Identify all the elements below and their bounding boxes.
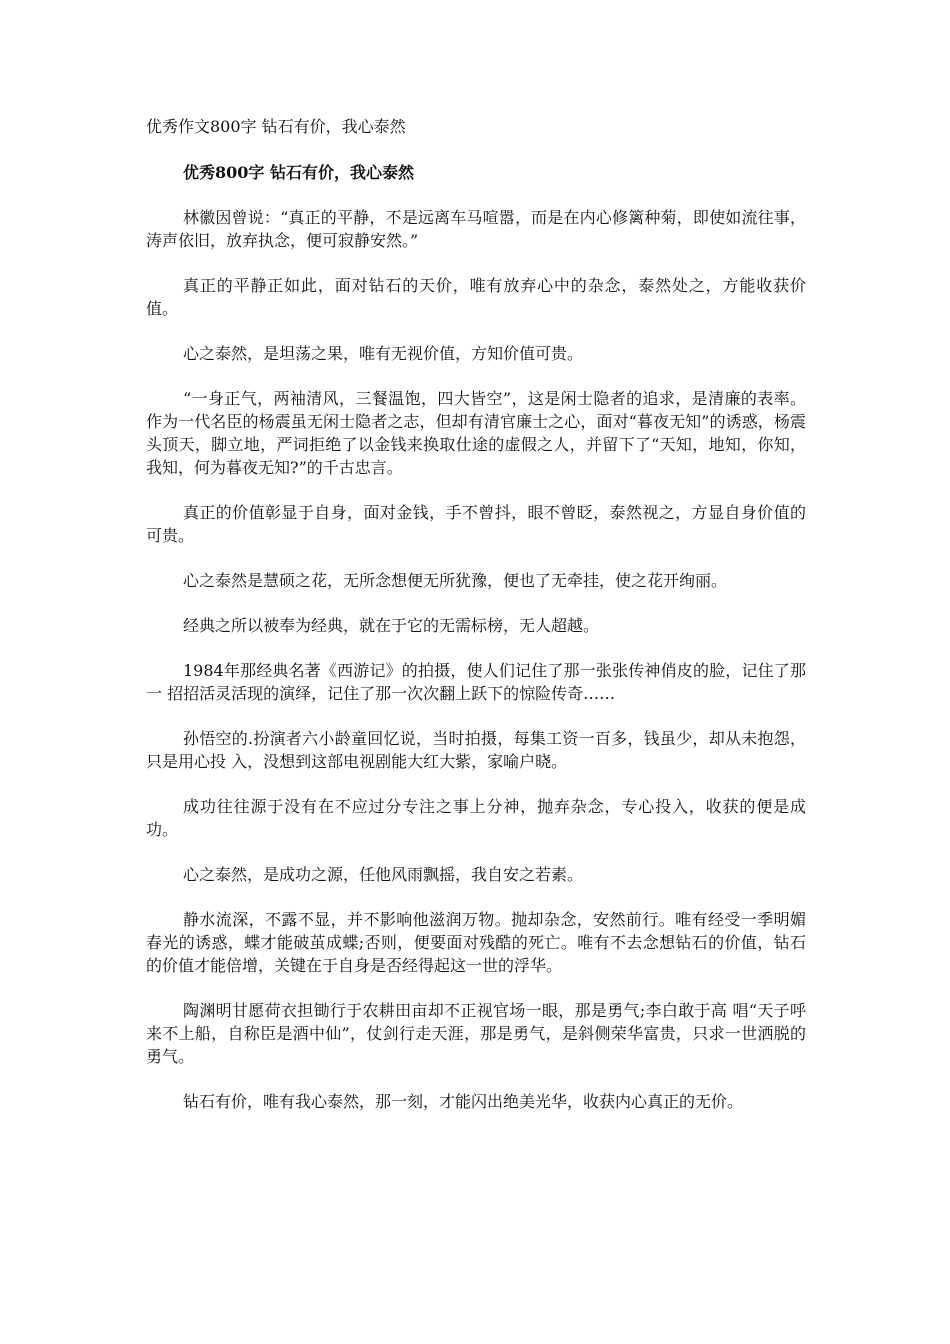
paragraph-10: 成功往往源于没有在不应过分专注之事上分神，抛弃杂念，专心投入，收获的便是成功。 bbox=[146, 797, 806, 839]
document-header: 优秀作文800字 钻石有价，我心泰然 bbox=[146, 117, 406, 136]
paragraph-7: 经典之所以被奉为经典，就在于它的无需标榜，无人超越。 bbox=[183, 616, 600, 635]
paragraph-14: 钻石有价，唯有我心泰然，那一刻，才能闪出绝美光华，收获内心真正的无价。 bbox=[183, 1092, 744, 1111]
paragraph-13: 陶渊明甘愿荷衣担锄行于农耕田亩却不正视官场一眼，那是勇气;李白敢于高 唱“天子呼来不上船，自称臣是酒中仙”，仗剑行走天涯，那是勇气，是斜侧荣华富贵，只求一世洒脱的勇气。 bbox=[146, 1001, 806, 1066]
document-page bbox=[146, 114, 806, 1135]
paragraph-12: 静水流深，不露不显，并不影响他滋润万物。抛却杂念，安然前行。唯有经受一季明媚春光的诱惑，蝶才能破茧成蝶;否则，便要面对残酷的死亡。唯有不去念想钻石的价值，钻石的价值才能倍增，关键在于自身是否经得起这一世的浮华。 bbox=[146, 910, 806, 975]
paragraph-3: 心之泰然，是坦荡之果，唯有无视价值，方知价值可贵。 bbox=[183, 344, 584, 363]
paragraph-8: 1984年那经典名著《西游记》的拍摄，使人们记住了那一张张传神俏皮的脸，记住了那一 招招活灵活现的演绎，记住了那一次次翻上跃下的惊险传奇…… bbox=[146, 661, 806, 703]
paragraph-4: “一身正气，两袖清风，三餐温饱，四大皆空”，这是闲士隐者的追求，是清廉的表率。作为一代名臣的杨震虽无闲士隐者之志，但却有清官廉士之心，面对“暮夜无知”的诱惑，杨震头顶天，脚立地，严词拒绝了以金钱来换取仕途的虚假之人，并留下了“天知，地知，你知，我知，何为暮夜无知?”的千古忠言。 bbox=[146, 389, 806, 477]
paragraph-5: 真正的价值彰显于自身，面对金钱，手不曾抖，眼不曾眨，泰然视之，方显自身价值的可贵。 bbox=[146, 503, 806, 545]
paragraph-11: 心之泰然，是成功之源，任他风雨飘摇，我自安之若素。 bbox=[183, 865, 584, 884]
paragraph-6: 心之泰然是慧硕之花，无所念想便无所犹豫，便也了无牵挂，使之花开绚丽。 bbox=[183, 571, 728, 590]
paragraph-1: 林徽因曾说：“真正的平静，不是远离车马喧嚣，而是在内心修篱种菊，即使如流往事，涛声依旧，放弃执念，便可寂静安然。” bbox=[146, 208, 806, 250]
paragraph-2: 真正的平静正如此，面对钻石的天价，唯有放弃心中的杂念，泰然处之，方能收获价值。 bbox=[146, 276, 806, 318]
paragraph-9: 孙悟空的.扮演者六小龄童回忆说，当时拍摄，每集工资一百多，钱虽少，却从未抱怨，只是用心投 入，没想到这部电视剧能大红大紫，家喻户晓。 bbox=[146, 729, 806, 771]
document-title: 优秀800字 钻石有价，我心泰然 bbox=[183, 163, 414, 182]
